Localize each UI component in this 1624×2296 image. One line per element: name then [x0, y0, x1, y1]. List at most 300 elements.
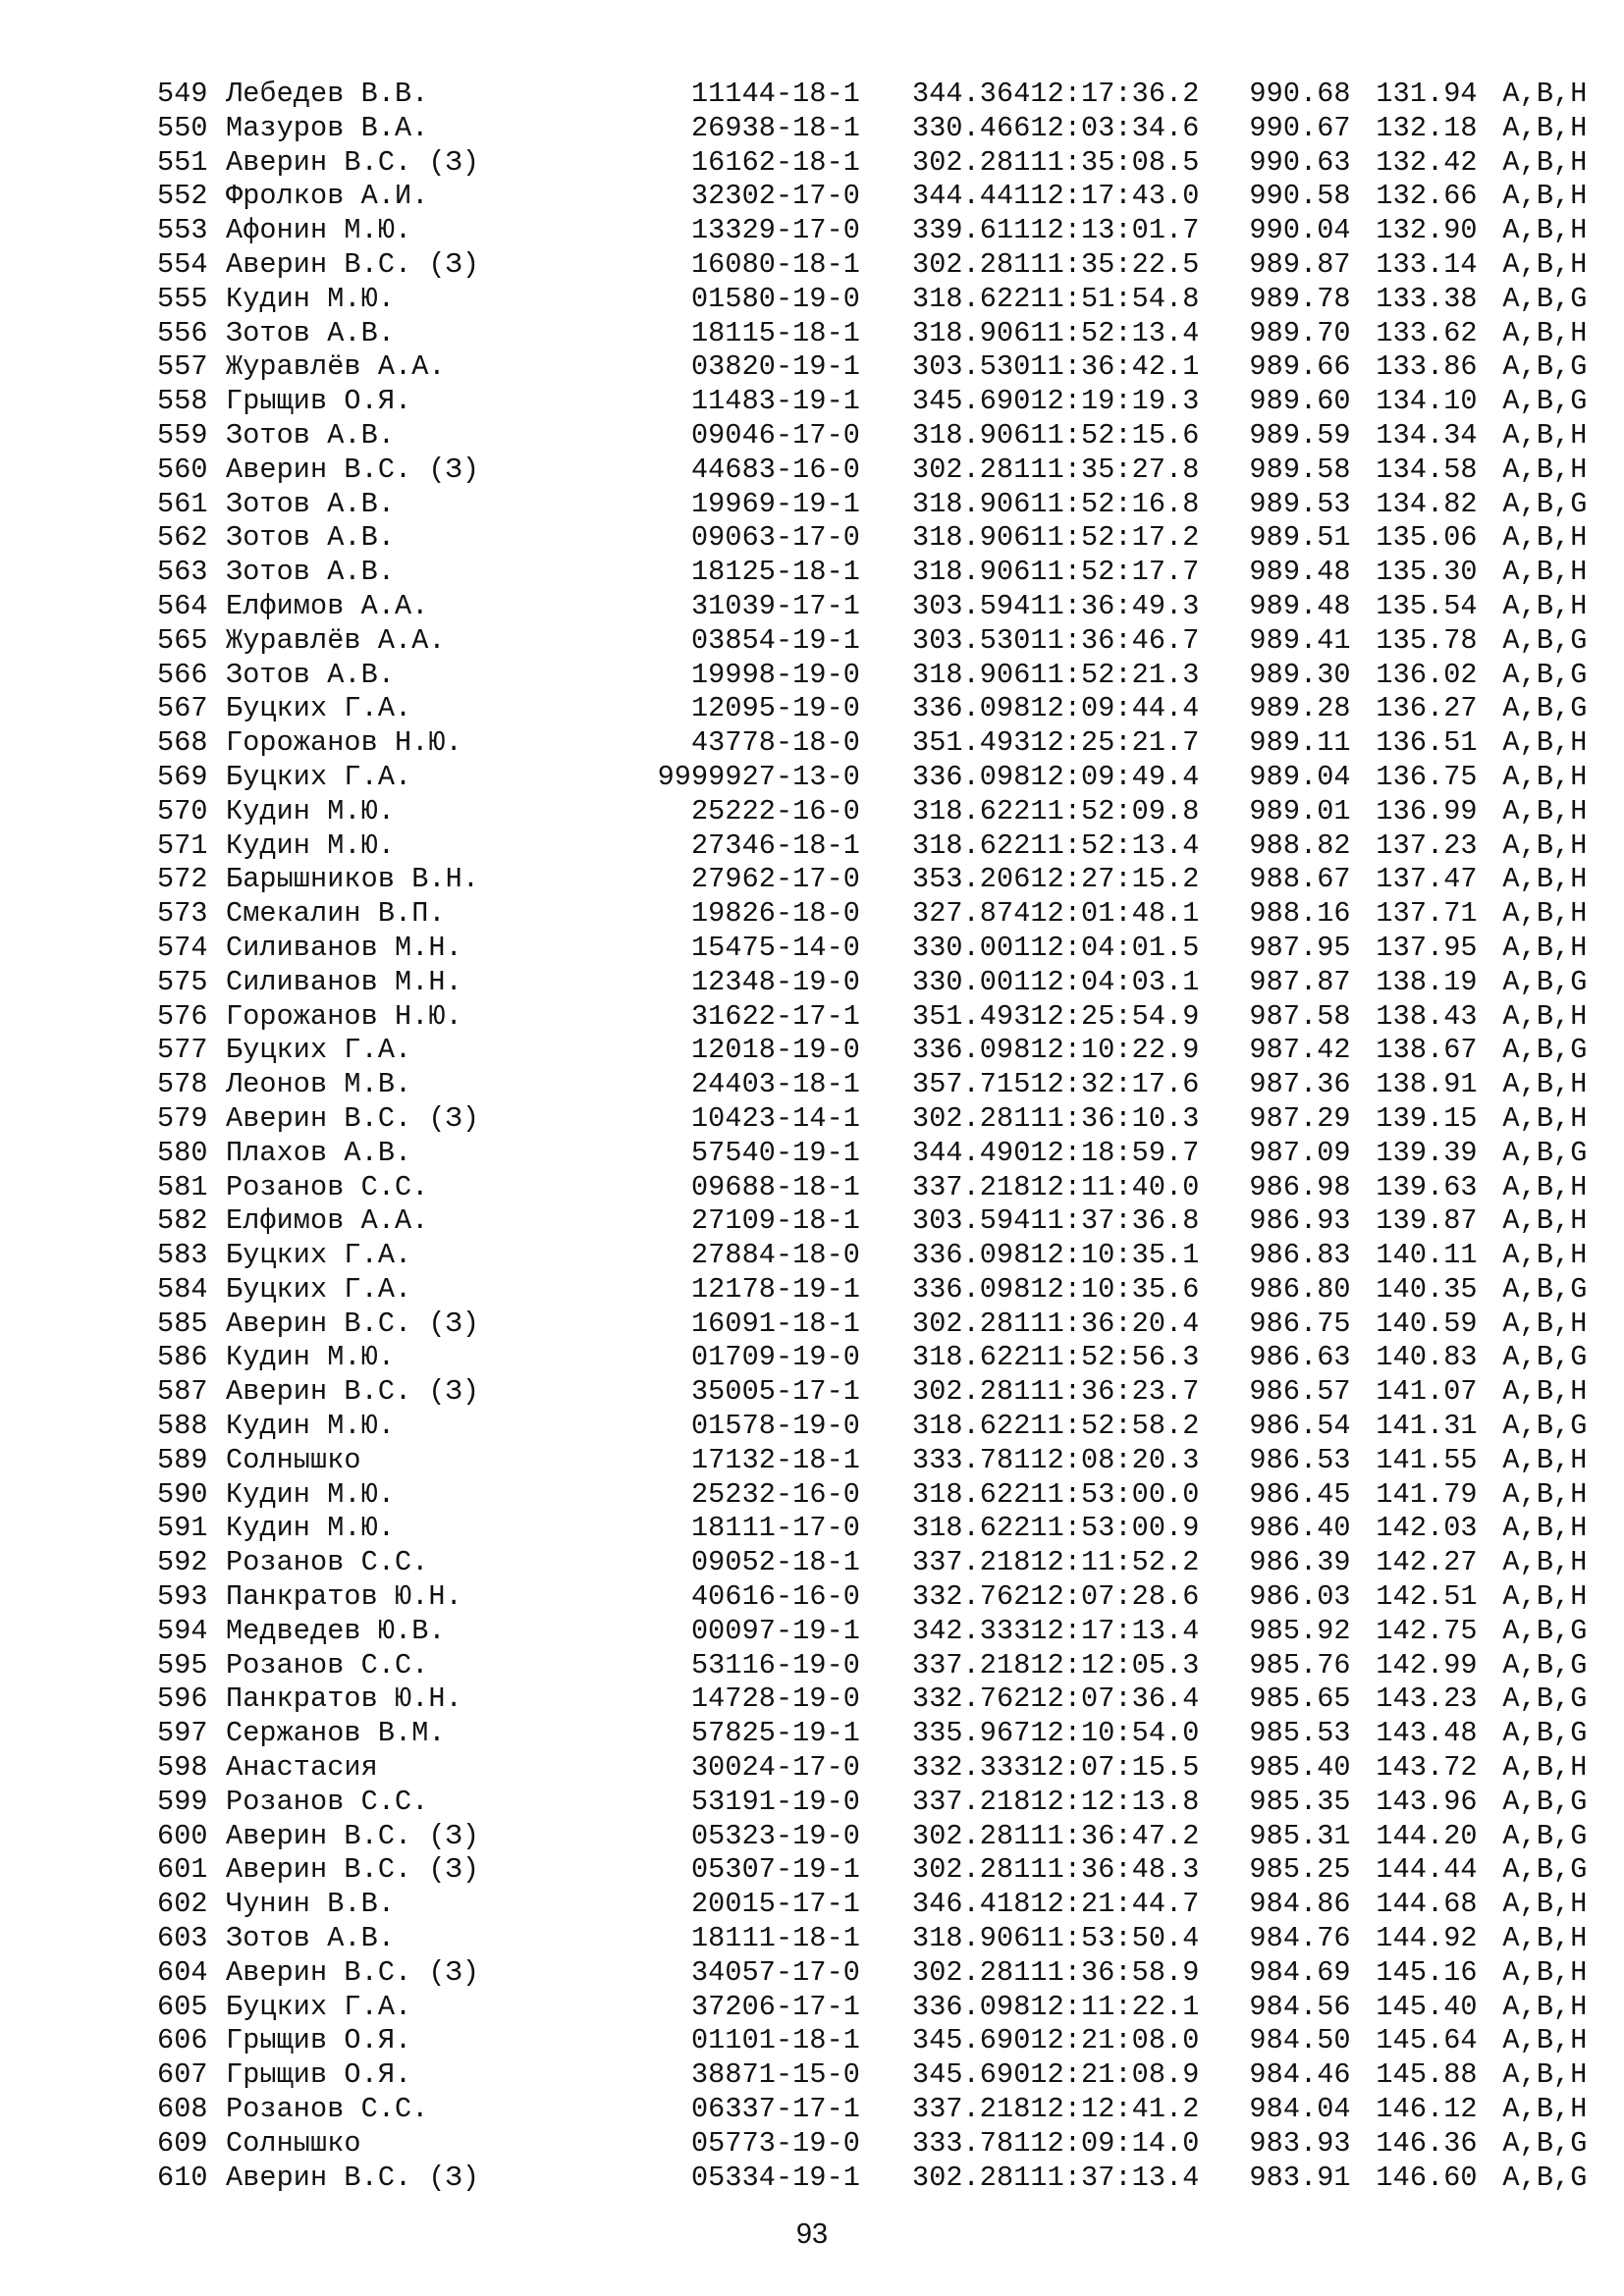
table-row [157, 966, 1587, 1000]
distance-cell: 302.281 [912, 1853, 1031, 1887]
table-row [157, 1717, 1587, 1751]
arrival-time-cell: 12:13:01.7 [1030, 214, 1200, 247]
classes-cell: A,B,H [1502, 999, 1588, 1033]
participant-name-cell: Горожанов Н.Ю. [226, 999, 462, 1033]
row-number-cell: 606 [157, 2024, 208, 2057]
classes-cell: A,B,G [1502, 1682, 1588, 1716]
table-row [157, 1068, 1587, 1102]
distance-cell: 336.098 [912, 760, 1031, 793]
participant-name-cell: Чунин В.В. [226, 1888, 396, 1921]
table-row [157, 1820, 1587, 1854]
row-number-cell: 565 [157, 623, 208, 657]
participant-name-cell: Зотов А.В. [226, 658, 396, 691]
points-cell: 133.14 [1376, 247, 1478, 281]
points-cell: 135.78 [1376, 623, 1478, 657]
speed-cell: 984.50 [1249, 2024, 1351, 2057]
distance-cell: 318.622 [912, 794, 1031, 828]
arrival-time-cell: 11:36:20.4 [1030, 1307, 1200, 1340]
points-cell: 136.75 [1376, 760, 1478, 793]
ring-id-cell: 05334-19-1 [690, 2161, 860, 2194]
points-cell: 140.35 [1376, 1272, 1478, 1306]
participant-name-cell: Плахов А.В. [226, 1136, 412, 1169]
points-cell: 144.44 [1376, 1853, 1478, 1887]
classes-cell: A,B,H [1502, 453, 1588, 486]
arrival-time-cell: 11:35:08.5 [1030, 145, 1200, 179]
speed-cell: 985.53 [1249, 1717, 1351, 1750]
ring-id-cell: 16162-18-1 [690, 145, 860, 179]
participant-name-cell: Буцких Г.А. [226, 1990, 412, 2023]
classes-cell: A,B,G [1502, 1034, 1588, 1067]
table-row [157, 1239, 1587, 1273]
speed-cell: 989.87 [1249, 247, 1351, 281]
arrival-time-cell: 11:35:27.8 [1030, 453, 1200, 486]
distance-cell: 333.781 [912, 2126, 1031, 2160]
points-cell: 143.72 [1376, 1751, 1478, 1785]
arrival-time-cell: 11:36:58.9 [1030, 1955, 1200, 1989]
participant-name-cell: Аверин В.С. (З) [226, 453, 480, 486]
distance-cell: 318.622 [912, 828, 1031, 862]
participant-name-cell: Елфимов А.А. [226, 589, 429, 622]
row-number-cell: 592 [157, 1546, 208, 1579]
distance-cell: 302.281 [912, 145, 1031, 179]
table-row [157, 829, 1587, 864]
points-cell: 146.60 [1376, 2161, 1478, 2194]
classes-cell: A,B,H [1502, 521, 1588, 555]
points-cell: 144.20 [1376, 1819, 1478, 1852]
ring-id-cell: 00097-19-1 [690, 1614, 860, 1647]
table-row [157, 863, 1587, 897]
row-number-cell: 579 [157, 1101, 208, 1135]
points-cell: 139.87 [1376, 1204, 1478, 1238]
table-row [157, 2024, 1587, 2058]
classes-cell: A,B,H [1502, 1955, 1588, 1989]
speed-cell: 989.04 [1249, 760, 1351, 793]
arrival-time-cell: 12:21:44.7 [1030, 1888, 1200, 1921]
ring-id-cell: 35005-17-1 [690, 1375, 860, 1409]
points-cell: 146.12 [1376, 2093, 1478, 2126]
classes-cell: A,B,H [1502, 2058, 1588, 2092]
distance-cell: 335.967 [912, 1717, 1031, 1750]
row-number-cell: 555 [157, 282, 208, 315]
table-row [157, 1922, 1587, 1956]
participant-name-cell: Зотов А.В. [226, 487, 396, 520]
ring-id-cell: 38871-15-0 [690, 2058, 860, 2092]
table-row [157, 419, 1587, 454]
participant-name-cell: Солнышко [226, 2126, 361, 2160]
distance-cell: 336.098 [912, 1990, 1031, 2023]
arrival-time-cell: 12:27:15.2 [1030, 863, 1200, 896]
participant-name-cell: Кудин М.Ю. [226, 1477, 396, 1511]
points-cell: 138.91 [1376, 1068, 1478, 1101]
distance-cell: 303.594 [912, 589, 1031, 622]
row-number-cell: 580 [157, 1136, 208, 1169]
table-row [157, 385, 1587, 419]
arrival-time-cell: 12:11:40.0 [1030, 1170, 1200, 1203]
speed-cell: 989.78 [1249, 282, 1351, 315]
arrival-time-cell: 12:09:14.0 [1030, 2126, 1200, 2160]
row-number-cell: 590 [157, 1477, 208, 1511]
distance-cell: 330.001 [912, 931, 1031, 964]
distance-cell: 345.690 [912, 2058, 1031, 2092]
speed-cell: 988.16 [1249, 897, 1351, 931]
points-cell: 135.54 [1376, 589, 1478, 622]
points-cell: 137.23 [1376, 828, 1478, 862]
arrival-time-cell: 12:12:05.3 [1030, 1648, 1200, 1682]
row-number-cell: 597 [157, 1717, 208, 1750]
arrival-time-cell: 12:21:08.9 [1030, 2058, 1200, 2092]
table-row [157, 1273, 1587, 1308]
speed-cell: 990.67 [1249, 111, 1351, 144]
participant-name-cell: Горожанов Н.Ю. [226, 726, 462, 760]
table-row [157, 1375, 1587, 1410]
arrival-time-cell: 11:37:36.8 [1030, 1204, 1200, 1238]
classes-cell: A,B,H [1502, 111, 1588, 144]
ring-id-cell: 09046-17-0 [690, 418, 860, 452]
speed-cell: 989.58 [1249, 453, 1351, 486]
distance-cell: 339.611 [912, 214, 1031, 247]
classes-cell: A,B,G [1502, 1819, 1588, 1852]
table-row [157, 350, 1587, 385]
row-number-cell: 561 [157, 487, 208, 520]
ring-id-cell: 12348-19-0 [690, 965, 860, 998]
table-row [157, 1000, 1587, 1035]
arrival-time-cell: 11:52:21.3 [1030, 658, 1200, 691]
speed-cell: 990.58 [1249, 180, 1351, 213]
participant-name-cell: Барышников В.Н. [226, 863, 480, 896]
arrival-time-cell: 12:19:19.3 [1030, 385, 1200, 418]
ring-id-cell: 11483-19-1 [690, 385, 860, 418]
arrival-time-cell: 12:18:59.7 [1030, 1136, 1200, 1169]
row-number-cell: 553 [157, 214, 208, 247]
row-number-cell: 607 [157, 2058, 208, 2092]
distance-cell: 303.594 [912, 1204, 1031, 1238]
points-cell: 145.88 [1376, 2058, 1478, 2092]
row-number-cell: 574 [157, 931, 208, 964]
classes-cell: A,B,H [1502, 145, 1588, 179]
participant-name-cell: Аверин В.С. (З) [226, 1307, 480, 1340]
points-cell: 136.99 [1376, 794, 1478, 828]
classes-cell: A,B,H [1502, 418, 1588, 452]
participant-name-cell: Смекалин В.П. [226, 897, 446, 931]
arrival-time-cell: 11:52:16.8 [1030, 487, 1200, 520]
arrival-time-cell: 12:11:22.1 [1030, 1990, 1200, 2023]
speed-cell: 987.95 [1249, 931, 1351, 964]
points-cell: 145.64 [1376, 2024, 1478, 2057]
distance-cell: 302.281 [912, 1101, 1031, 1135]
arrival-time-cell: 12:07:15.5 [1030, 1751, 1200, 1785]
ring-id-cell: 32302-17-0 [690, 180, 860, 213]
table-row [157, 1341, 1587, 1375]
distance-cell: 342.333 [912, 1614, 1031, 1647]
points-cell: 134.58 [1376, 453, 1478, 486]
arrival-time-cell: 11:52:13.4 [1030, 316, 1200, 349]
distance-cell: 346.418 [912, 1888, 1031, 1921]
row-number-cell: 593 [157, 1580, 208, 1614]
participant-name-cell: Аверин В.С. (З) [226, 1853, 480, 1887]
speed-cell: 986.54 [1249, 1410, 1351, 1443]
points-cell: 137.47 [1376, 863, 1478, 896]
row-number-cell: 609 [157, 2126, 208, 2160]
participant-name-cell: Буцких Г.А. [226, 760, 412, 793]
row-number-cell: 563 [157, 556, 208, 589]
distance-cell: 302.281 [912, 453, 1031, 486]
points-cell: 140.59 [1376, 1307, 1478, 1340]
row-number-cell: 600 [157, 1819, 208, 1852]
speed-cell: 986.57 [1249, 1375, 1351, 1409]
ring-id-cell: 27884-18-0 [690, 1239, 860, 1272]
classes-cell: A,B,H [1502, 794, 1588, 828]
row-number-cell: 573 [157, 897, 208, 931]
speed-cell: 989.48 [1249, 556, 1351, 589]
speed-cell: 989.48 [1249, 589, 1351, 622]
speed-cell: 989.11 [1249, 726, 1351, 760]
ring-id-cell: 43778-18-0 [690, 726, 860, 760]
classes-cell: A,B,G [1502, 385, 1588, 418]
ring-id-cell: 26938-18-1 [690, 111, 860, 144]
row-number-cell: 578 [157, 1068, 208, 1101]
row-number-cell: 575 [157, 965, 208, 998]
points-cell: 131.94 [1376, 78, 1478, 110]
classes-cell: A,B,G [1502, 2161, 1588, 2194]
points-cell: 139.39 [1376, 1136, 1478, 1169]
row-number-cell: 583 [157, 1239, 208, 1272]
ring-id-cell: 24403-18-1 [690, 1068, 860, 1101]
participant-name-cell: Медведев Ю.В. [226, 1614, 446, 1647]
arrival-time-cell: 11:52:58.2 [1030, 1410, 1200, 1443]
ring-id-cell: 14728-19-0 [690, 1682, 860, 1716]
arrival-time-cell: 11:36:47.2 [1030, 1819, 1200, 1852]
classes-cell: A,B,H [1502, 1170, 1588, 1203]
speed-cell: 984.69 [1249, 1955, 1351, 1989]
participant-name-cell: Сержанов В.М. [226, 1717, 446, 1750]
arrival-time-cell: 11:36:23.7 [1030, 1375, 1200, 1409]
ring-id-cell: 25222-16-0 [690, 794, 860, 828]
ring-id-cell: 57540-19-1 [690, 1136, 860, 1169]
page-number: 93 [795, 2218, 829, 2250]
points-cell: 138.43 [1376, 999, 1478, 1033]
table-row [157, 1853, 1587, 1888]
classes-cell: A,B,H [1502, 2024, 1588, 2057]
classes-cell: A,B,G [1502, 2126, 1588, 2160]
ring-id-cell: 25232-16-0 [690, 1477, 860, 1511]
speed-cell: 986.03 [1249, 1580, 1351, 1614]
distance-cell: 318.906 [912, 556, 1031, 589]
distance-cell: 327.874 [912, 897, 1031, 931]
arrival-time-cell: 11:36:48.3 [1030, 1853, 1200, 1887]
participant-name-cell: Журавлёв А.А. [226, 350, 446, 384]
speed-cell: 990.68 [1249, 78, 1351, 110]
row-number-cell: 599 [157, 1785, 208, 1818]
row-number-cell: 556 [157, 316, 208, 349]
participant-name-cell: Лебедев В.В. [226, 78, 429, 110]
participant-name-cell: Зотов А.В. [226, 316, 396, 349]
row-number-cell: 585 [157, 1307, 208, 1340]
speed-cell: 987.87 [1249, 965, 1351, 998]
table-row [157, 180, 1587, 214]
speed-cell: 989.51 [1249, 521, 1351, 555]
classes-cell: A,B,G [1502, 623, 1588, 657]
speed-cell: 984.76 [1249, 1922, 1351, 1955]
distance-cell: 318.906 [912, 658, 1031, 691]
arrival-time-cell: 11:36:46.7 [1030, 623, 1200, 657]
distance-cell: 302.281 [912, 1307, 1031, 1340]
arrival-time-cell: 11:53:00.0 [1030, 1477, 1200, 1511]
ring-id-cell: 18125-18-1 [690, 556, 860, 589]
speed-cell: 989.30 [1249, 658, 1351, 691]
arrival-time-cell: 11:52:15.6 [1030, 418, 1200, 452]
classes-cell: A,B,H [1502, 931, 1588, 964]
table-row [157, 556, 1587, 590]
points-cell: 141.31 [1376, 1410, 1478, 1443]
ring-id-cell: 53116-19-0 [690, 1648, 860, 1682]
classes-cell: A,B,H [1502, 1443, 1588, 1476]
points-cell: 137.71 [1376, 897, 1478, 931]
distance-cell: 318.906 [912, 316, 1031, 349]
points-cell: 143.48 [1376, 1717, 1478, 1750]
row-number-cell: 584 [157, 1272, 208, 1306]
participant-name-cell: Зотов А.В. [226, 1922, 396, 1955]
participant-name-cell: Афонин М.Ю. [226, 214, 412, 247]
classes-cell: A,B,H [1502, 78, 1588, 110]
participant-name-cell: Буцких Г.А. [226, 692, 412, 725]
row-number-cell: 557 [157, 350, 208, 384]
participant-name-cell: Кудин М.Ю. [226, 794, 396, 828]
arrival-time-cell: 12:07:28.6 [1030, 1580, 1200, 1614]
table-row [157, 1682, 1587, 1717]
speed-cell: 989.59 [1249, 418, 1351, 452]
participant-name-cell: Панкратов Ю.Н. [226, 1682, 462, 1716]
points-cell: 145.16 [1376, 1955, 1478, 1989]
distance-cell: 318.622 [912, 1341, 1031, 1374]
points-cell: 136.51 [1376, 726, 1478, 760]
distance-cell: 336.098 [912, 1239, 1031, 1272]
speed-cell: 985.31 [1249, 1819, 1351, 1852]
points-cell: 143.96 [1376, 1785, 1478, 1818]
row-number-cell: 594 [157, 1614, 208, 1647]
row-number-cell: 595 [157, 1648, 208, 1682]
arrival-time-cell: 11:53:00.9 [1030, 1512, 1200, 1545]
participant-name-cell: Кудин М.Ю. [226, 1341, 396, 1374]
points-cell: 133.62 [1376, 316, 1478, 349]
points-cell: 142.99 [1376, 1648, 1478, 1682]
table-row [157, 1546, 1587, 1580]
classes-cell: A,B,H [1502, 316, 1588, 349]
arrival-time-cell: 11:36:10.3 [1030, 1101, 1200, 1135]
results-table-body [157, 78, 1587, 2195]
table-row [157, 1649, 1587, 1683]
ring-id-cell: 03820-19-1 [690, 350, 860, 384]
table-row [157, 1615, 1587, 1649]
arrival-time-cell: 12:09:44.4 [1030, 692, 1200, 725]
points-cell: 136.02 [1376, 658, 1478, 691]
distance-cell: 336.098 [912, 692, 1031, 725]
speed-cell: 989.01 [1249, 794, 1351, 828]
classes-cell: A,B,H [1502, 1375, 1588, 1409]
points-cell: 140.83 [1376, 1341, 1478, 1374]
classes-cell: A,B,H [1502, 556, 1588, 589]
row-number-cell: 589 [157, 1443, 208, 1476]
arrival-time-cell: 12:11:52.2 [1030, 1546, 1200, 1579]
speed-cell: 986.75 [1249, 1307, 1351, 1340]
classes-cell: A,B,G [1502, 282, 1588, 315]
points-cell: 132.66 [1376, 180, 1478, 213]
row-number-cell: 554 [157, 247, 208, 281]
row-number-cell: 588 [157, 1410, 208, 1443]
classes-cell: A,B,G [1502, 1853, 1588, 1887]
speed-cell: 986.45 [1249, 1477, 1351, 1511]
arrival-time-cell: 11:52:17.7 [1030, 556, 1200, 589]
ring-id-cell: 01709-19-0 [690, 1341, 860, 1374]
ring-id-cell: 09688-18-1 [690, 1170, 860, 1203]
distance-cell: 330.001 [912, 965, 1031, 998]
ring-id-cell: 31622-17-1 [690, 999, 860, 1033]
table-row [157, 1991, 1587, 2025]
distance-cell: 318.622 [912, 1477, 1031, 1511]
speed-cell: 987.36 [1249, 1068, 1351, 1101]
classes-cell: A,B,G [1502, 1272, 1588, 1306]
ring-id-cell: 27109-18-1 [690, 1204, 860, 1238]
participant-name-cell: Солнышко [226, 1443, 361, 1476]
ring-id-cell: 01580-19-0 [690, 282, 860, 315]
table-row [157, 317, 1587, 351]
participant-name-cell: Аверин В.С. (З) [226, 2161, 480, 2194]
participant-name-cell: Силиванов М.Н. [226, 931, 462, 964]
speed-cell: 985.35 [1249, 1785, 1351, 1818]
classes-cell: A,B,G [1502, 692, 1588, 725]
distance-cell: 344.441 [912, 180, 1031, 213]
distance-cell: 332.333 [912, 1751, 1031, 1785]
arrival-time-cell: 11:52:56.3 [1030, 1341, 1200, 1374]
row-number-cell: 551 [157, 145, 208, 179]
table-row [157, 932, 1587, 966]
distance-cell: 318.622 [912, 1410, 1031, 1443]
row-number-cell: 562 [157, 521, 208, 555]
row-number-cell: 559 [157, 418, 208, 452]
ring-id-cell: 01101-18-1 [690, 2024, 860, 2057]
points-cell: 135.06 [1376, 521, 1478, 555]
speed-cell: 989.60 [1249, 385, 1351, 418]
ring-id-cell: 44683-16-0 [690, 453, 860, 486]
row-number-cell: 560 [157, 453, 208, 486]
classes-cell: A,B,G [1502, 1410, 1588, 1443]
classes-cell: A,B,H [1502, 760, 1588, 793]
points-cell: 143.23 [1376, 1682, 1478, 1716]
points-cell: 145.40 [1376, 1990, 1478, 2023]
distance-cell: 318.906 [912, 521, 1031, 555]
row-number-cell: 567 [157, 692, 208, 725]
ring-id-cell: 18115-18-1 [690, 316, 860, 349]
participant-name-cell: Буцких Г.А. [226, 1034, 412, 1067]
table-row [157, 1512, 1587, 1546]
table-row [157, 78, 1587, 112]
distance-cell: 337.218 [912, 1785, 1031, 1818]
distance-cell: 351.493 [912, 726, 1031, 760]
arrival-time-cell: 12:21:08.0 [1030, 2024, 1200, 2057]
ring-id-cell: 05307-19-1 [690, 1853, 860, 1887]
ring-id-cell: 06337-17-1 [690, 2093, 860, 2126]
row-number-cell: 566 [157, 658, 208, 691]
speed-cell: 985.76 [1249, 1648, 1351, 1682]
ring-id-cell: 13329-17-0 [690, 214, 860, 247]
ring-id-cell: 12095-19-0 [690, 692, 860, 725]
distance-cell: 351.493 [912, 999, 1031, 1033]
arrival-time-cell: 12:25:21.7 [1030, 726, 1200, 760]
distance-cell: 302.281 [912, 1819, 1031, 1852]
speed-cell: 985.65 [1249, 1682, 1351, 1716]
ring-id-cell: 16080-18-1 [690, 247, 860, 281]
participant-name-cell: Розанов С.С. [226, 1170, 429, 1203]
participant-name-cell: Аверин В.С. (З) [226, 1101, 480, 1135]
